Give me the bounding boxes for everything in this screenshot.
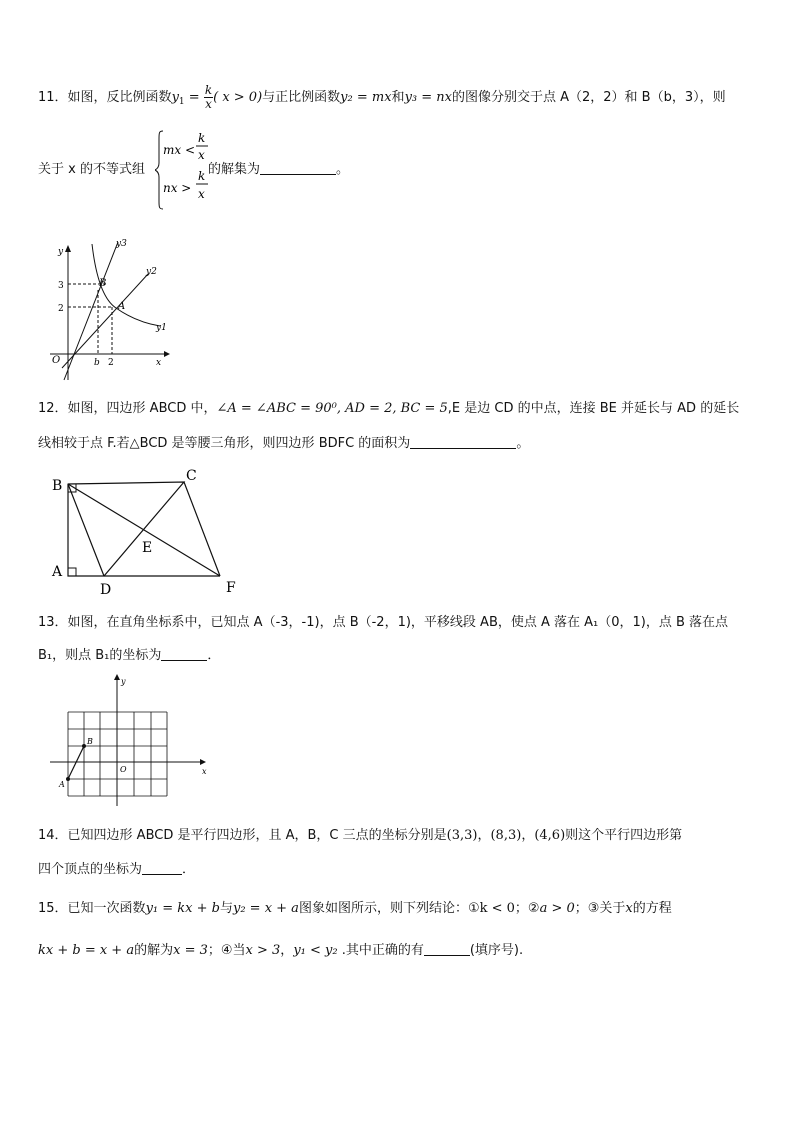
q14-sep-1: ， <box>477 828 491 843</box>
q13-line2-end: ． <box>207 648 221 663</box>
q15-text-5: ；③关于 <box>574 901 626 916</box>
q11-label-y: y <box>58 247 64 257</box>
q14-sep-2: ， <box>521 828 535 843</box>
q14-line2 <box>38 860 195 880</box>
q11-inequality-system <box>155 129 215 211</box>
q12-label-B: B <box>52 478 63 494</box>
q15-text-2: 与 <box>219 901 233 916</box>
q14-answer-blank[interactable] <box>142 860 182 875</box>
q15-equation: kx + b = x + a <box>38 943 135 958</box>
q11-tick-2: 2 <box>58 304 64 314</box>
q12-label-F: F <box>226 580 236 596</box>
q12-label-D: D <box>100 582 112 596</box>
q11-line2-left <box>38 160 145 180</box>
q12-right-angle-A <box>68 568 76 576</box>
q15-claim-1: k < 0 <box>479 901 515 916</box>
q12-label-E: E <box>142 540 153 556</box>
q11-figure <box>36 234 176 384</box>
q11-label-y2: y2 <box>146 267 157 277</box>
q15-claim-2: a > 0 <box>539 901 575 916</box>
q11-ineq2-x: x <box>198 187 205 201</box>
q11-x-arrow <box>164 351 170 357</box>
q11-brace <box>155 131 163 209</box>
q11-label-A: A <box>118 301 126 312</box>
q12-math: ∠A = ∠ABC = 90⁰, AD = 2, BC = 5 <box>216 401 448 416</box>
q11-line1 <box>38 84 726 112</box>
q11-answer-blank[interactable] <box>260 160 336 175</box>
q15-answer-blank[interactable] <box>424 941 470 956</box>
q11-condition: ( x > 0) <box>213 90 263 105</box>
q11-line2-right <box>208 160 349 180</box>
q12-segment-BF <box>68 484 220 576</box>
q11-label-B: B <box>99 278 107 289</box>
q11-line2-tail: 的解集为 <box>208 162 261 177</box>
q11-number: 11． <box>38 90 68 105</box>
q12-line1 <box>38 399 739 419</box>
q15-var-x: x <box>625 901 633 916</box>
q11-y3-expr: y₃ = nx <box>404 90 452 105</box>
q13-line2 <box>38 646 220 666</box>
q12-segment-CF <box>184 482 220 576</box>
q15-solution: x = 3 <box>173 943 208 958</box>
q12-segment-BD <box>68 484 104 576</box>
q13-label-A: A <box>59 780 65 789</box>
q15-text-4: ；② <box>514 901 540 916</box>
q13-line2-text: B₁，则点 B₁的坐标为 <box>38 648 162 663</box>
q11-line2-text: 关于 x 的不等式组 <box>38 162 145 177</box>
q15-func-2: y₂ = x + a <box>232 901 299 916</box>
q14-line2-end: ． <box>182 862 196 877</box>
q13-x-arrow <box>200 759 206 765</box>
q15-line2-text-3: ， <box>280 943 294 958</box>
q13-answer-blank[interactable] <box>161 646 207 661</box>
q12-text-2: ,E 是边 CD 的中点，连接 BE 并延长与 AD 的延长 <box>447 401 740 416</box>
q12-line2-text: 线相较于点 F.若△BCD 是等腰三角形，则四边形 BDFC 的面积为 <box>38 436 411 451</box>
q13-figure <box>46 674 216 810</box>
q11-ineq1: mx < <box>163 143 196 157</box>
q11-ineq2: nx > <box>163 181 192 195</box>
q11-frac-k: k <box>204 83 213 97</box>
q14-point-1: (3,3) <box>446 828 478 843</box>
q12-line2 <box>38 434 529 454</box>
q14-point-2: (8,3) <box>490 828 522 843</box>
q15-condition: x > 3 <box>245 943 281 958</box>
q11-eq: = <box>184 90 204 105</box>
q11-label-x2: 2 <box>108 358 114 368</box>
q13-y-arrow <box>114 674 120 680</box>
q11-ineq2-k: k <box>198 169 206 183</box>
q15-text-1: 已知一次函数 <box>67 901 146 916</box>
q11-label-y3: y3 <box>116 239 127 249</box>
q13-point-B <box>82 744 86 748</box>
q14-point-3: (4,6) <box>534 828 566 843</box>
q12-figure <box>48 466 248 596</box>
q15-line2-text-4: .其中正确的有 <box>337 943 424 958</box>
q11-text-2: 与正比例函数 <box>262 90 341 105</box>
q12-number: 12． <box>38 401 68 416</box>
q11-label-O: O <box>52 355 61 366</box>
q11-line2-end: 。 <box>336 162 350 177</box>
q14-number: 14． <box>38 828 68 843</box>
q13-text-1: 如图，在直角坐标系中，已知点 A（-3，-1)，点 B（-2，1)，平移线段 AB，使点 A 落在 A₁（0，1)，点 B 落在点 <box>67 615 729 630</box>
q13-label-y: y <box>121 677 126 686</box>
q11-text-1: 如图，反比例函数 <box>67 90 172 105</box>
q13-label-O: O <box>120 765 127 774</box>
q15-line2-text-2: ；④当 <box>207 943 246 958</box>
q11-text-4: 的图像分别交于点 A（2，2）和 B（b，3），则 <box>451 90 726 105</box>
q15-func-1: y₁ = kx + b <box>145 901 220 916</box>
q15-line2-text-1: 的解为 <box>134 943 174 958</box>
q11-y-arrow <box>65 245 71 252</box>
q11-label-x: x <box>156 358 162 368</box>
q11-frac-x: x <box>205 97 212 111</box>
q13-line1 <box>38 613 728 633</box>
q15-line1 <box>38 899 672 919</box>
q11-y2-expr: y₂ = mx <box>340 90 392 105</box>
q12-label-C: C <box>186 468 197 484</box>
q13-number: 13． <box>38 615 68 630</box>
q12-label-A: A <box>52 564 63 580</box>
q13-point-A <box>66 777 70 781</box>
q11-tick-3: 3 <box>58 281 64 291</box>
q13-label-B: B <box>87 737 93 746</box>
q12-text-1: 如图，四边形 ABCD 中， <box>67 401 217 416</box>
q11-ineq1-x: x <box>198 148 205 162</box>
q11-ineq1-k: k <box>198 131 206 145</box>
q15-text-6: 的方程 <box>632 901 672 916</box>
q15-line2-end: (填序号). <box>469 943 524 958</box>
q15-inequality: y₁ < y₂ <box>293 943 338 958</box>
q14-line1 <box>38 826 682 846</box>
q12-line2-end: 。 <box>516 436 530 451</box>
q15-text-3: 图象如图所示，则下列结论：① <box>298 901 480 916</box>
q11-fraction <box>204 84 213 111</box>
q15-number: 15． <box>38 901 68 916</box>
q14-line2-text: 四个顶点的坐标为 <box>38 862 143 877</box>
q11-y1-sub: 1 <box>178 97 185 107</box>
q11-label-y1: y1 <box>156 323 167 333</box>
q11-label-b: b <box>94 358 100 368</box>
q14-text-1: 已知四边形 ABCD 是平行四边形，且 A，B，C 三点的坐标分别是 <box>67 828 447 843</box>
q15-line2 <box>38 941 523 961</box>
q14-text-2: 则这个平行四边形第 <box>565 828 683 843</box>
q11-y1: y <box>171 90 179 105</box>
q12-answer-blank[interactable] <box>410 434 516 449</box>
q13-label-x: x <box>202 767 207 776</box>
q11-text-3: 和 <box>391 90 405 105</box>
